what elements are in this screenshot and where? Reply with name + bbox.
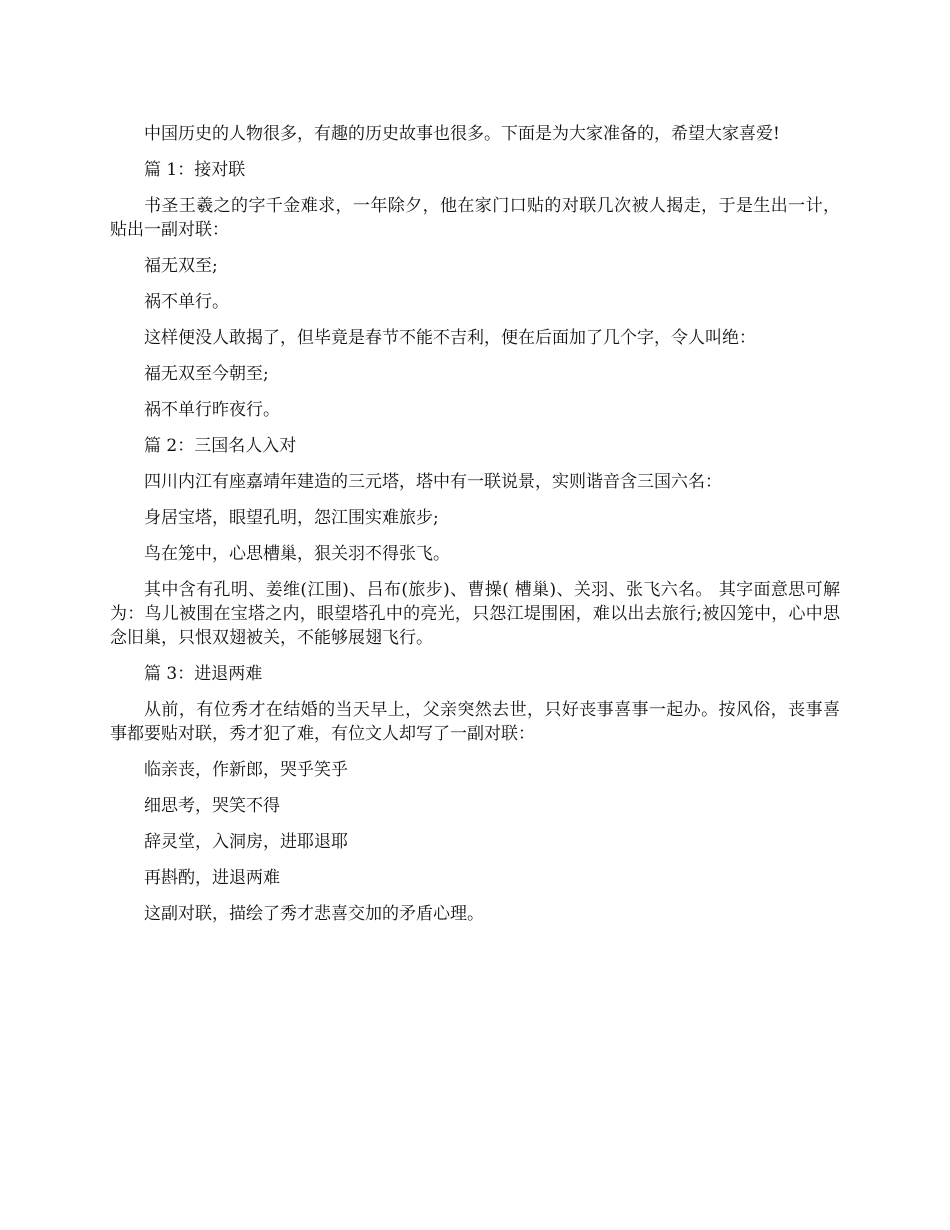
story-paragraph-4: 从前，有位秀才在结婚的当天早上，父亲突然去世，只好丧事喜事一起办。按风俗，丧事喜事都要贴对联，秀才犯了难，有位文人却写了一副对联： bbox=[110, 700, 840, 744]
couplet-line: 祸不单行昨夜行。 bbox=[144, 400, 280, 420]
couplet-line: 鸟在笼中，心思槽巢，狠关羽不得张飞。 bbox=[144, 544, 450, 564]
couplet-line: 再斟酌，进退两难 bbox=[144, 868, 280, 888]
couplet-line: 辞灵堂，入洞房，进耶退耶 bbox=[144, 832, 348, 852]
section-heading-3: 篇 3：进退两难 bbox=[144, 664, 263, 684]
couplet-line: 临亲丧，作新郎，哭乎笑乎 bbox=[144, 760, 348, 780]
intro-paragraph: 中国历史的人物很多，有趣的历史故事也很多。下面是为大家准备的，希望大家喜爱! bbox=[144, 124, 780, 144]
couplet-line: 身居宝塔，眼望孔明，怨江围实难旅步; bbox=[144, 508, 439, 528]
story-paragraph-2: 这样便没人敢揭了，但毕竟是春节不能不吉利，便在后面加了几个字，令人叫绝： bbox=[144, 328, 756, 348]
couplet-line: 福无双至今朝至; bbox=[144, 364, 269, 384]
section-heading-2: 篇 2：三国名人入对 bbox=[144, 436, 297, 456]
couplet-line: 祸不单行。 bbox=[144, 292, 229, 312]
story-paragraph-1: 书圣王羲之的字千金难求，一年除夕，他在家门口贴的对联几次被人揭走，于是生出一计，贴出一副对联： bbox=[110, 196, 840, 240]
closing-paragraph: 这副对联，描绘了秀才悲喜交加的矛盾心理。 bbox=[144, 904, 484, 924]
explanation-paragraph: 其中含有孔明、姜维(江围)、吕布(旅步)、曹操( 槽巢)、关羽、张飞六名。 其字面意思可解为：鸟儿被围在宝塔之内，眼望塔孔中的亮光，只怨江堤围困，难以出去旅行;被囚笼中，心中思念旧巢，只恨双翅被关，不能够展翅飞行。 bbox=[110, 580, 840, 648]
document-body bbox=[110, 122, 840, 938]
couplet-line: 细思考，哭笑不得 bbox=[144, 796, 280, 816]
couplet-line: 福无双至; bbox=[144, 256, 218, 276]
section-heading-1: 篇 1：接对联 bbox=[144, 160, 246, 180]
story-paragraph-3: 四川内江有座嘉靖年建造的三元塔，塔中有一联说景，实则谐音含三国六名： bbox=[144, 472, 722, 492]
